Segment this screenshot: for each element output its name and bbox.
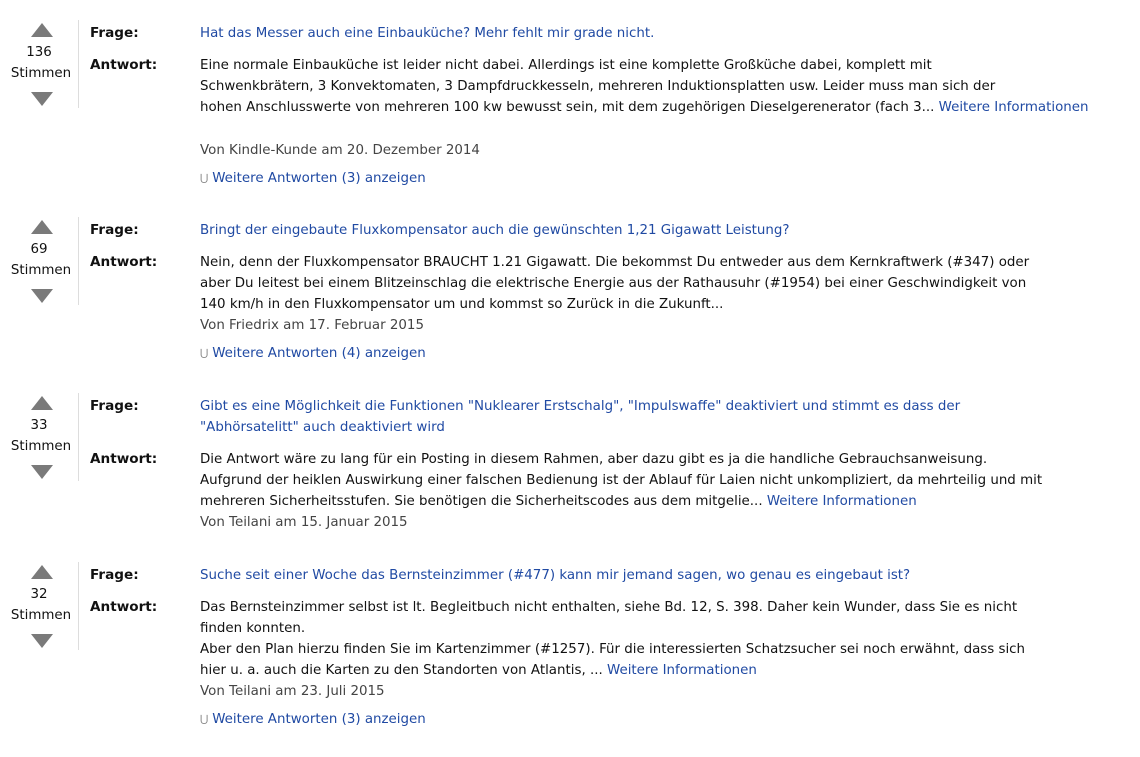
answer-text	[200, 252, 1120, 315]
vote-count: 32	[30, 587, 48, 602]
more-info-link[interactable]: Weitere Informationen	[938, 100, 1089, 115]
vote-box	[0, 20, 79, 108]
vote-box	[0, 217, 79, 305]
question-link[interactable]	[200, 396, 1110, 438]
question-link[interactable]: Bringt der eingebaute Fluxkompensator auch die gewünschten 1,21 Gigawatt Leistung?	[200, 223, 790, 238]
question-label: Frage:	[90, 25, 139, 41]
vote-label: Stimmen	[10, 439, 72, 454]
answer-byline: Von Teilani am 15. Januar 2015	[200, 515, 408, 530]
question-line: "Abhörsatelitt" auch deaktiviert wird	[200, 420, 445, 435]
answer-line: hier u. a. auch die Karten zu den Standorten von Atlantis, ... Weitere Informationen	[200, 663, 757, 678]
vote-count: 33	[30, 418, 48, 433]
answer-label: Antwort:	[90, 599, 158, 615]
upvote-arrow-icon[interactable]	[31, 565, 53, 579]
answer-label: Antwort:	[90, 254, 158, 270]
more-answers-link[interactable]: ⋃ Weitere Antworten (3) anzeigen	[200, 709, 426, 730]
vote-box	[0, 562, 79, 650]
upvote-arrow-icon[interactable]	[31, 396, 53, 410]
answer-line: Nein, denn der Fluxkompensator BRAUCHT 1.21 Gigawatt. Die bekommst Du entweder aus dem Kernkraftwerk (#347) oder	[200, 255, 1030, 270]
answer-line: Schwenkbrätern, 3 Konvektomaten, 3 Dampfdruckkesseln, mehreren Induktionsplatten usw. Leider muss man sich der	[200, 79, 996, 94]
answer-line: mehreren Sicherheitsstufen. Sie benötigen die Sicherheitscodes aus dem mitgelie... Weitere Informationen	[200, 494, 917, 509]
answer-label: Antwort:	[90, 451, 158, 467]
answer-byline: Von Friedrix am 17. Februar 2015	[200, 318, 424, 333]
vote-label: Stimmen	[10, 66, 72, 81]
answer-line: hohen Anschlusswerte von mehreren 100 kw bewusst sein, mit dem zugehörigen Dieselgerenerator (fach 3... Weitere Informationen	[200, 100, 1089, 115]
answer-line: Eine normale Einbauküche ist leider nicht dabei. Allerdings ist eine komplette Großküche dabei, komplett mit	[200, 58, 932, 73]
more-answers-link[interactable]: ⋃ Weitere Antworten (4) anzeigen	[200, 343, 426, 364]
question-link[interactable]: Suche seit einer Woche das Bernsteinzimmer (#477) kann mir jemand sagen, wo genau es eingebaut ist?	[200, 568, 911, 583]
more-info-link[interactable]: Weitere Informationen	[607, 663, 757, 678]
downvote-arrow-icon[interactable]	[31, 634, 53, 648]
more-info-link[interactable]: Weitere Informationen	[766, 494, 917, 509]
chevron-down-icon: ⋃	[200, 173, 209, 184]
answer-line: aber Du leitest bei einem Blitzeinschlag die elektrische Energie aus der Rathausuhr (#1954) bei einer Geschwindigkeit von	[200, 276, 1027, 291]
answer-line: finden konnten.	[200, 621, 306, 636]
answer-text	[200, 449, 1120, 512]
question-link[interactable]: Hat das Messer auch eine Einbauküche? Mehr fehlt mir grade nicht.	[200, 26, 655, 41]
answer-line: Aber den Plan hierzu finden Sie im Kartenzimmer (#1257). Für die interessierten Schatzsucher sei noch erwähnt, dass sich	[200, 642, 1026, 657]
answer-line: 140 km/h in den Fluxkompensator um und kommst so Zurück in die Zukunft...	[200, 297, 724, 312]
answer-line: Die Antwort wäre zu lang für ein Posting in diesem Rahmen, aber dazu gibt es ja die handliche Gebrauchsanweisung.	[200, 452, 988, 467]
answer-text	[200, 55, 1120, 118]
question-label: Frage:	[90, 398, 139, 414]
answer-line: Aufgrund der heiklen Auswirkung einer falschen Bedienung ist der Ablauf für Laien nicht unkompliziert, da mehrteilig und mit	[200, 473, 1043, 488]
question-line: Gibt es eine Möglichkeit die Funktionen "Nuklearer Erstschalg", "Impulswaffe" deaktiviert und stimmt es dass der	[200, 399, 961, 414]
vote-count: 69	[30, 242, 48, 257]
vote-box	[0, 393, 79, 481]
question-label: Frage:	[90, 567, 139, 583]
more-answers-link[interactable]: ⋃ Weitere Antworten (3) anzeigen	[200, 168, 426, 189]
answer-byline: Von Teilani am 23. Juli 2015	[200, 684, 385, 699]
answer-byline: Von Kindle-Kunde am 20. Dezember 2014	[200, 143, 480, 158]
vote-label: Stimmen	[10, 263, 72, 278]
answer-line: Das Bernsteinzimmer selbst ist lt. Begleitbuch nicht enthalten, siehe Bd. 12, S. 398. Daher kein Wunder, dass Sie es nicht	[200, 600, 1018, 615]
answer-text	[200, 597, 1120, 681]
answer-label: Antwort:	[90, 57, 158, 73]
vote-label: Stimmen	[10, 608, 72, 623]
downvote-arrow-icon[interactable]	[31, 465, 53, 479]
chevron-down-icon: ⋃	[200, 714, 209, 725]
question-label: Frage:	[90, 222, 139, 238]
upvote-arrow-icon[interactable]	[31, 23, 53, 37]
chevron-down-icon: ⋃	[200, 348, 209, 359]
vote-count: 136	[26, 45, 52, 60]
downvote-arrow-icon[interactable]	[31, 289, 53, 303]
downvote-arrow-icon[interactable]	[31, 92, 53, 106]
upvote-arrow-icon[interactable]	[31, 220, 53, 234]
